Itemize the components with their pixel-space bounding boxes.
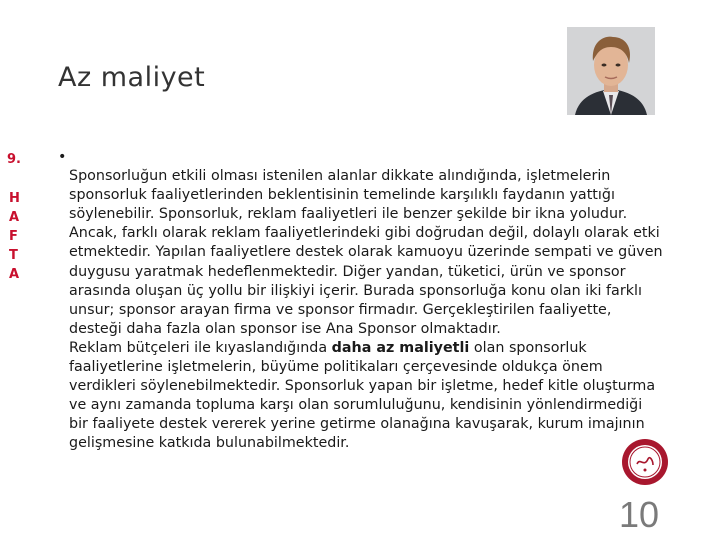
sidebar-letter: A	[9, 210, 20, 225]
paragraph-1	[69, 148, 663, 339]
week-number: 9.	[7, 152, 21, 167]
paragraph-1-text: Sponsorluğun etkili olması istenilen alanlar dikkate alındığında, işletmelerin sponsorluk faaliyetlerinden beklentisinin temelinde karşılıklı faydanın yattığı söylenebilir. Sponsorluk, reklam faaliyetleri ile benzer şekilde bir ikna yoludur. Ancak, farklı olarak reklam faaliyetlerindeki gibi doğrudan değil, dolaylı olarak etki etmektedir. Yapılan faaliyetlere destek olarak kamuoyu üzerinde sempati ve güven duygusu yaratmak hedeflenmektedir. Diğer yandan, tüketici, ürün ve sponsor arasında oluşan üç yollu bir ilişkiyi içerir. Burada sponsorluğa konu olan iki farklı unsur; sponsor arayan firma ve sponsor firmadır. Gerçekleştirilen faaliyette, desteği daha fazla olan sponsor ise Ana Sponsor olmaktadır.	[69, 168, 663, 337]
bullet-marker: •	[58, 149, 67, 165]
sidebar-letter: T	[9, 248, 18, 263]
paragraph-2-text-after: olan sponsorluk faaliyetlerine işletmelerin, büyüme politikaları çerçevesinde oldukça önem verdikleri söylenebilmektedir. Sponsorluk yapan bir işletme, hedef kitle oluşturma ve aynı zamanda topluma karşı olan sorumluluğunu, kendisinin yönlendirmediği bir faaliyete destek vererek yerine getirme olanağına kavuşarak, kurum imajının gelişmesine katkıda bulunabilmektedir.	[69, 339, 656, 452]
slide-body	[58, 148, 663, 454]
sidebar-letter: A	[9, 267, 20, 282]
slide-title: Az maliyet	[58, 62, 206, 93]
paragraph-2	[69, 339, 663, 454]
portrait-photo	[567, 27, 655, 115]
sidebar-letter: F	[9, 229, 18, 244]
sidebar-letter: H	[9, 191, 20, 206]
page-number: 10	[619, 494, 660, 535]
portrait-photo-icon	[567, 27, 655, 115]
sidebar-week-label	[7, 150, 27, 284]
university-seal-icon	[620, 437, 670, 487]
paragraph-2-bold: daha az maliyetli	[331, 339, 470, 356]
paragraph-2-text-before: Reklam bütçeleri ile kıyaslandığında	[69, 339, 332, 356]
